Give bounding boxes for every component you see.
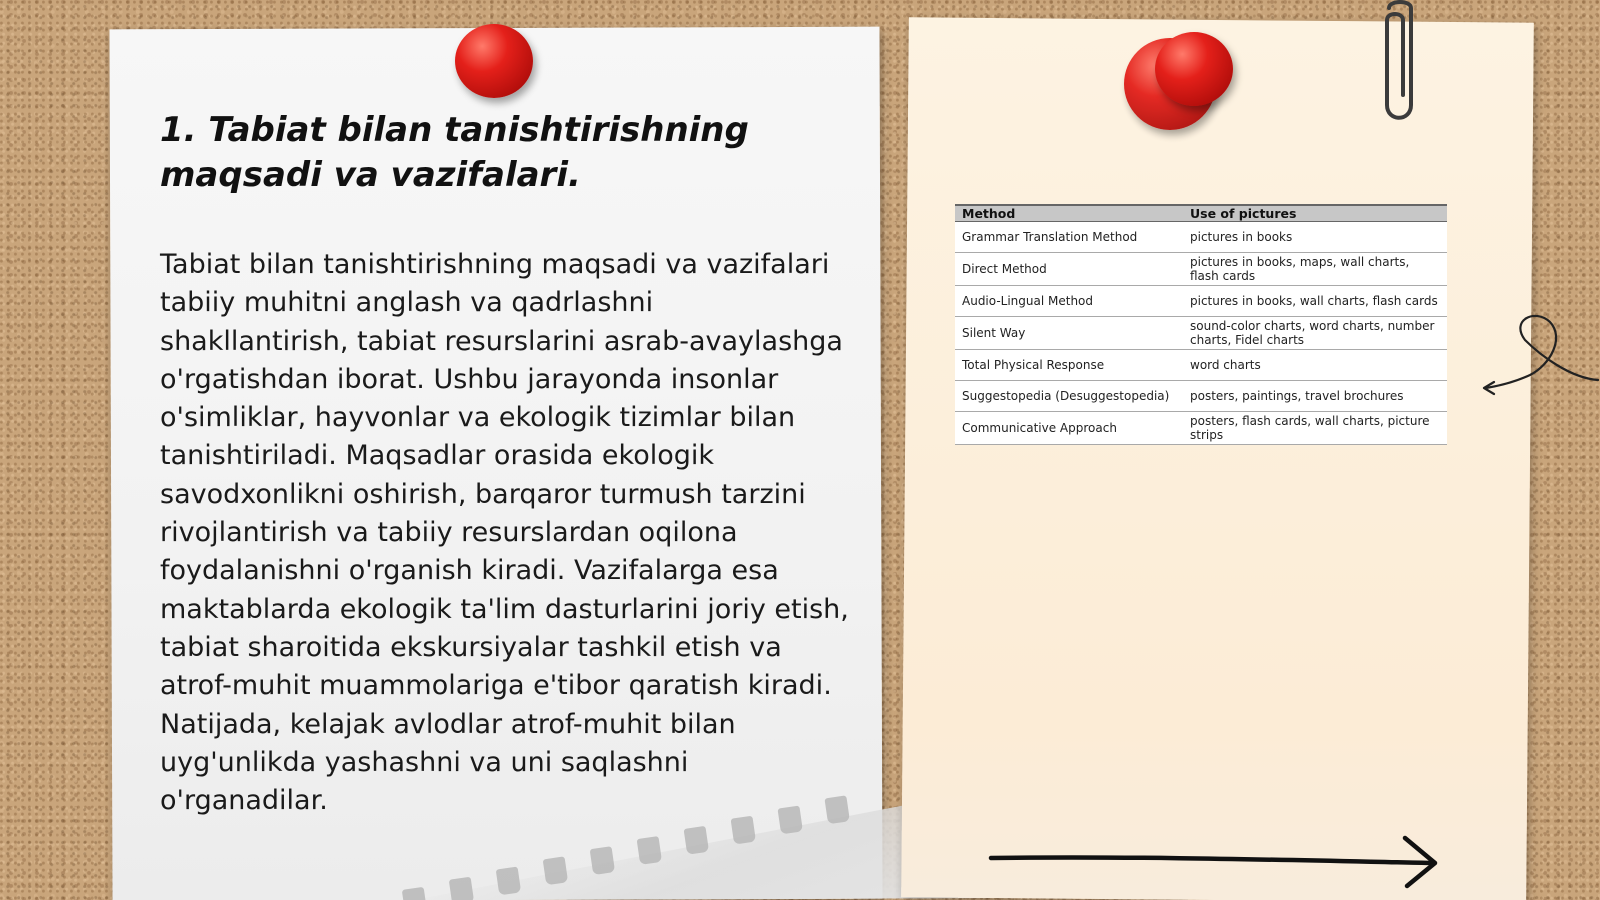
- table-row: [955, 253, 1447, 286]
- table-cell-use: pictures in books, maps, wall charts, flash cards: [1183, 253, 1447, 286]
- slide-body-text: Tabiat bilan tanishtirishning maqsadi va vazifalari tabiiy muhitni anglash va qadrlashni shakllantirish, tabiat resurslarini asrab-avaylashga o'rgatishdan iborat. Ushbu jarayonda insonlar o'simliklar, hayvonlar va ekologik tizimlar bilan tanishtiriladi. Maqsadlar orasida ekologik savodxonlikni oshirish, barqaror turmush tarzini rivojlantirish va tabiiy resurslardan oqilona foydalanishni o'rganish kiradi. Vazifalarga esa maktablarda ekologik ta'lim dasturlarini joriy etish, tabiat sharoitida ekskursiyalar tashkil etish va atrof-muhit muammolariga e'tibor qaratish kiradi. Natijada, kelajak avlodlar atrof-muhit bilan uyg'unlikda yashashni va uni saqlashni o'rganadilar.: [160, 249, 849, 817]
- perforation: [449, 877, 474, 900]
- table-cell-method: Silent Way: [955, 317, 1183, 350]
- table-row: [955, 381, 1447, 412]
- table-cell-use: sound-color charts, word charts, number charts, Fidel charts: [1183, 317, 1447, 350]
- loop-arrow-doodle-icon: [1480, 310, 1600, 410]
- perforation: [496, 867, 521, 896]
- table-row: [955, 222, 1447, 253]
- table-cell-method: Grammar Translation Method: [955, 222, 1183, 253]
- table-row: [955, 317, 1447, 350]
- table-cell-use: word charts: [1183, 350, 1447, 381]
- arrow-right-icon: [985, 830, 1445, 890]
- table-cell-method: Suggestopedia (Desuggestopedia): [955, 381, 1183, 412]
- table-cell-use: posters, paintings, travel brochures: [1183, 381, 1447, 412]
- push-pin-icon: [1155, 32, 1233, 106]
- table-cell-method: Total Physical Response: [955, 350, 1183, 381]
- table-cell-method: Direct Method: [955, 253, 1183, 286]
- table-cell-method: Audio-Lingual Method: [955, 286, 1183, 317]
- table-row: [955, 350, 1447, 381]
- table-cell-method: Communicative Approach: [955, 412, 1183, 445]
- table-header-method: Method: [955, 205, 1183, 222]
- perforation: [402, 887, 427, 900]
- perforation: [684, 826, 709, 855]
- paper-clip-icon: [1375, 0, 1425, 125]
- right-note-paper: [901, 17, 1534, 900]
- perforation: [543, 856, 568, 885]
- table-cell-use: pictures in books: [1183, 222, 1447, 253]
- table-header-row: [955, 205, 1447, 222]
- table-row: [955, 412, 1447, 445]
- perforation: [590, 846, 615, 875]
- methods-table: [955, 204, 1447, 445]
- table-header-use: Use of pictures: [1183, 205, 1447, 222]
- table-row: [955, 286, 1447, 317]
- push-pin-icon: [455, 24, 533, 98]
- table-cell-use: pictures in books, wall charts, flash cards: [1183, 286, 1447, 317]
- perforation: [637, 836, 662, 865]
- table-cell-use: posters, flash cards, wall charts, picture strips: [1183, 412, 1447, 445]
- slide-title: 1. Tabiat bilan tanishtirishning maqsadi va vazifalari.: [160, 110, 749, 195]
